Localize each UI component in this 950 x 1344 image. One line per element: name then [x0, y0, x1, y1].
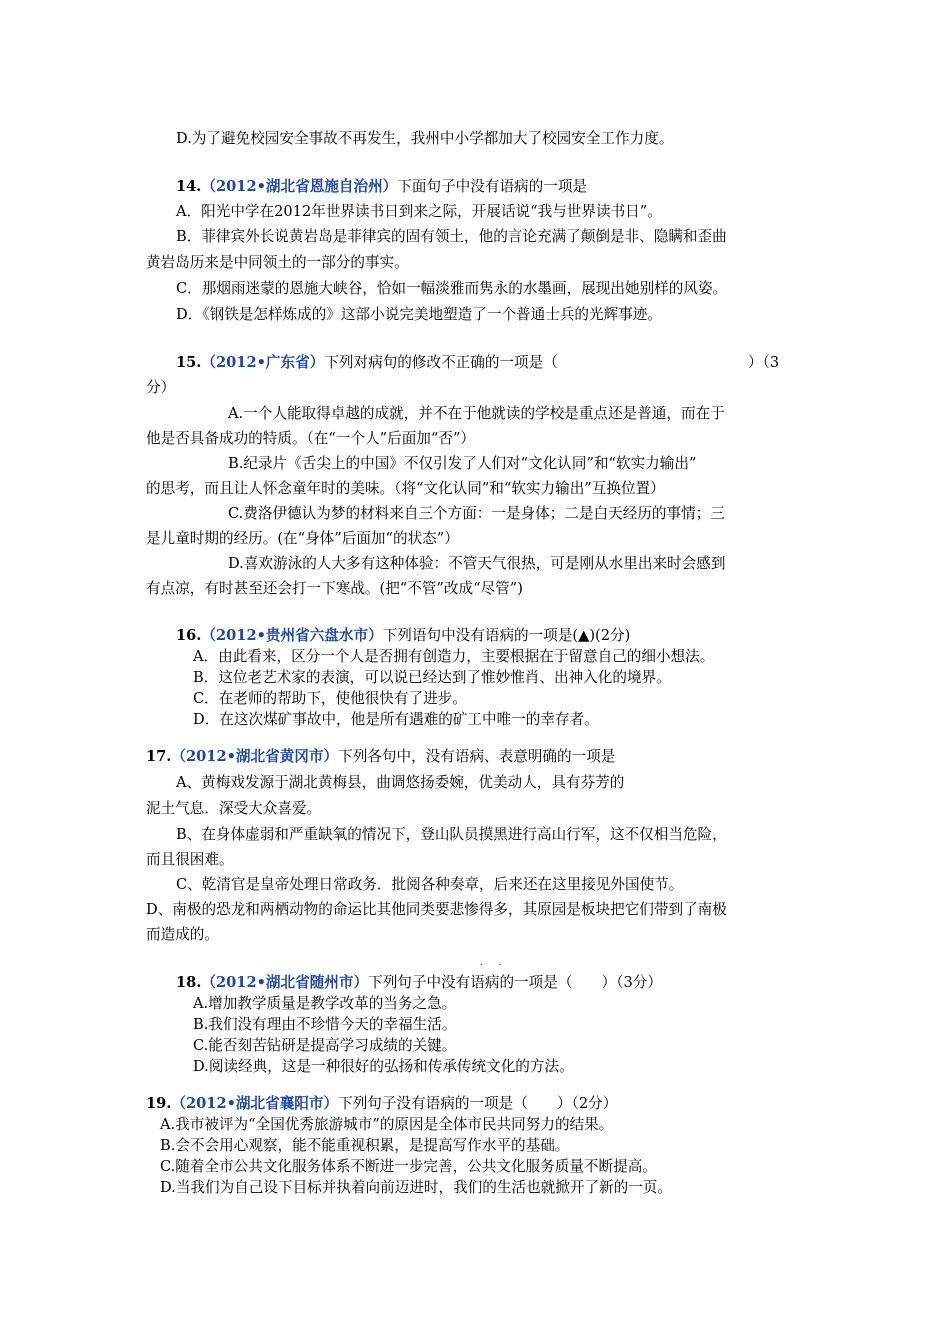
q14-option-c: C．那烟雨迷蒙的恩施大峡谷，恰如一幅淡雅而隽永的水墨画，展现出她别样的风姿。	[176, 280, 728, 297]
q15-option-c-line2: 是儿童时期的经历。(在“身体”后面加“的状态”）	[146, 530, 459, 547]
q18-option-b: B.我们没有理由不珍惜今天的幸福生活。	[193, 1016, 457, 1033]
q17-option-b-line1: B、在身体虚弱和严重缺氧的情况下，登山队员摸黑进行高山行军，这不仅相当危险，	[176, 826, 727, 843]
q15-option-b-line1: B.纪录片《舌尖上的中国》不仅引发了人们对“文化认同”和“软实力输出”	[228, 455, 697, 472]
q15-option-d-line2: 有点凉，有时甚至还会打一下寒战。(把“不管”改成“尽管”)	[146, 580, 523, 597]
q17-option-b-line2: 而且很困难。	[146, 851, 234, 868]
q16-number: 16.	[176, 627, 202, 644]
q17-option-a-line1: A、黄梅戏发源于湖北黄梅县，曲调悠扬委婉，优美动人，具有芬芳的	[176, 774, 625, 791]
q15-stem-text: 下列对病句的修改不正确的一项是（	[324, 354, 558, 371]
q15-option-b-line2: 的思考，而且让人怀念童年时的美味。（将“文化认同”和“软实力输出”互换位置）	[146, 480, 665, 497]
q14-stem	[176, 177, 587, 197]
q17-number: 17.	[146, 748, 172, 765]
q15-number: 15.	[176, 354, 202, 371]
q15-source: （2012•广东省）	[201, 354, 325, 371]
q17-option-d-line1: D、南极的恐龙和两栖动物的命运比其他同类要悲惨得多，其原园是板块把它们带到了南极	[146, 901, 727, 918]
q16-option-a: A．由此看来，区分一个人是否拥有创造力，主要根据在于留意自己的细小想法。	[193, 648, 715, 665]
q15-option-c-line1: C.费洛伊德认为梦的材料来自三个方面：一是身体；二是白天经历的事情；三	[228, 505, 725, 522]
q13-option-d: D.为了避免校园安全事故不再发生，我州中小学都加大了校园安全工作力度。	[176, 130, 674, 147]
q18-number: 18.	[176, 974, 202, 991]
q15-stem	[176, 353, 558, 373]
q19-stem	[146, 1094, 617, 1114]
q18-option-c: C.能否刻苦钻研是提高学习成绩的关键。	[193, 1037, 457, 1054]
q19-option-c: C.随着全市公共文化服务体系不断进一步完善，公共文化服务质量不断提高。	[160, 1158, 657, 1175]
q14-option-d: D．《钢铁是怎样炼成的》这部小说完美地塑造了一个普通士兵的光辉事迹。	[176, 306, 662, 323]
q19-option-a: A.我市被评为“全国优秀旅游城市”的原因是全体市民共同努力的结果。	[160, 1116, 614, 1133]
q18-option-d: D.阅读经典，这是一种很好的弘扬和传承传统文化的方法。	[193, 1058, 574, 1075]
q16-option-c: C．在老师的帮助下，使他很快有了进步。	[193, 690, 467, 707]
q16-stem-text: 下列语句中没有语病的一项是(▲)(2分)	[382, 627, 631, 644]
q15-option-d-line1: D.喜欢游泳的人大多有这种体验：不管天气很热，可是刚从水里出来时会感到	[228, 555, 726, 572]
q16-option-b: B．这位老艺术家的表演，可以说已经达到了惟妙惟肖、出神入化的境界。	[193, 669, 671, 686]
q17-source: （2012•湖北省黄冈市）	[171, 748, 339, 765]
q14-number: 14.	[176, 178, 202, 195]
q14-option-b-line2: 黄岩岛历来是中同领土的一部分的事实。	[146, 254, 409, 271]
emphasis-dots: · ·	[480, 960, 508, 971]
q15-option-a-line1: A.一个人能取得卓越的成就，并不在于他就读的学校是重点还是普通，而在于	[228, 405, 725, 422]
q17-stem	[146, 747, 615, 767]
q14-source: （2012•湖北省恩施自治州）	[201, 178, 398, 195]
q16-stem	[176, 626, 630, 646]
q15-option-a-line2: 他是否具备成功的特质。（在“一个人”后面加“否”）	[146, 430, 476, 447]
q14-stem-text: 下面句子中没有语病的一项是	[397, 178, 588, 195]
q19-option-b: B.会不会用心观察，能不能重视积累，是提高写作水平的基础。	[160, 1137, 570, 1154]
q15-stem-line2: 分）	[146, 379, 176, 396]
q17-stem-text: 下列各句中，没有语病、表意明确的一项是	[338, 748, 616, 765]
q17-option-c: C、乾清官是皇帝处理日常政务．批阅各种奏章，后来还在这里接见外国使节。	[176, 876, 684, 893]
q17-option-d-line2: 而造成的。	[146, 926, 219, 943]
q14-option-b-line1: B．菲律宾外长说黄岩岛是菲律宾的固有领土，他的言论充满了颠倒是非、隐瞒和歪曲	[176, 228, 727, 245]
q18-stem	[176, 973, 662, 993]
q18-stem-text: 下列句子中没有语病的一项是（ ）（3分）	[368, 974, 662, 991]
q16-option-d: D．在这次煤矿事故中，他是所有遇难的矿工中唯一的幸存者。	[193, 711, 599, 728]
q15-stem-end: ）（3	[748, 354, 780, 371]
q19-option-d: D.当我们为自己设下目标并执着向前迈进时，我们的生活也就掀开了新的一页。	[160, 1179, 673, 1196]
q19-stem-text: 下列句子没有语病的一项是（ ）（2分）	[338, 1095, 618, 1112]
q18-option-a: A.增加教学质量是教学改革的当务之急。	[193, 995, 457, 1012]
q19-number: 19.	[146, 1095, 172, 1112]
q16-source: （2012•贵州省六盘水市）	[201, 627, 383, 644]
q17-option-a-line2: 泥土气息．深受大众喜爱。	[146, 800, 322, 817]
q19-source: （2012•湖北省襄阳市）	[171, 1095, 339, 1112]
q18-source: （2012•湖北省随州市）	[201, 974, 369, 991]
q14-option-a: A．阳光中学在2012年世界读书日到来之际，开展话说“我与世界读书日”。	[176, 203, 662, 220]
